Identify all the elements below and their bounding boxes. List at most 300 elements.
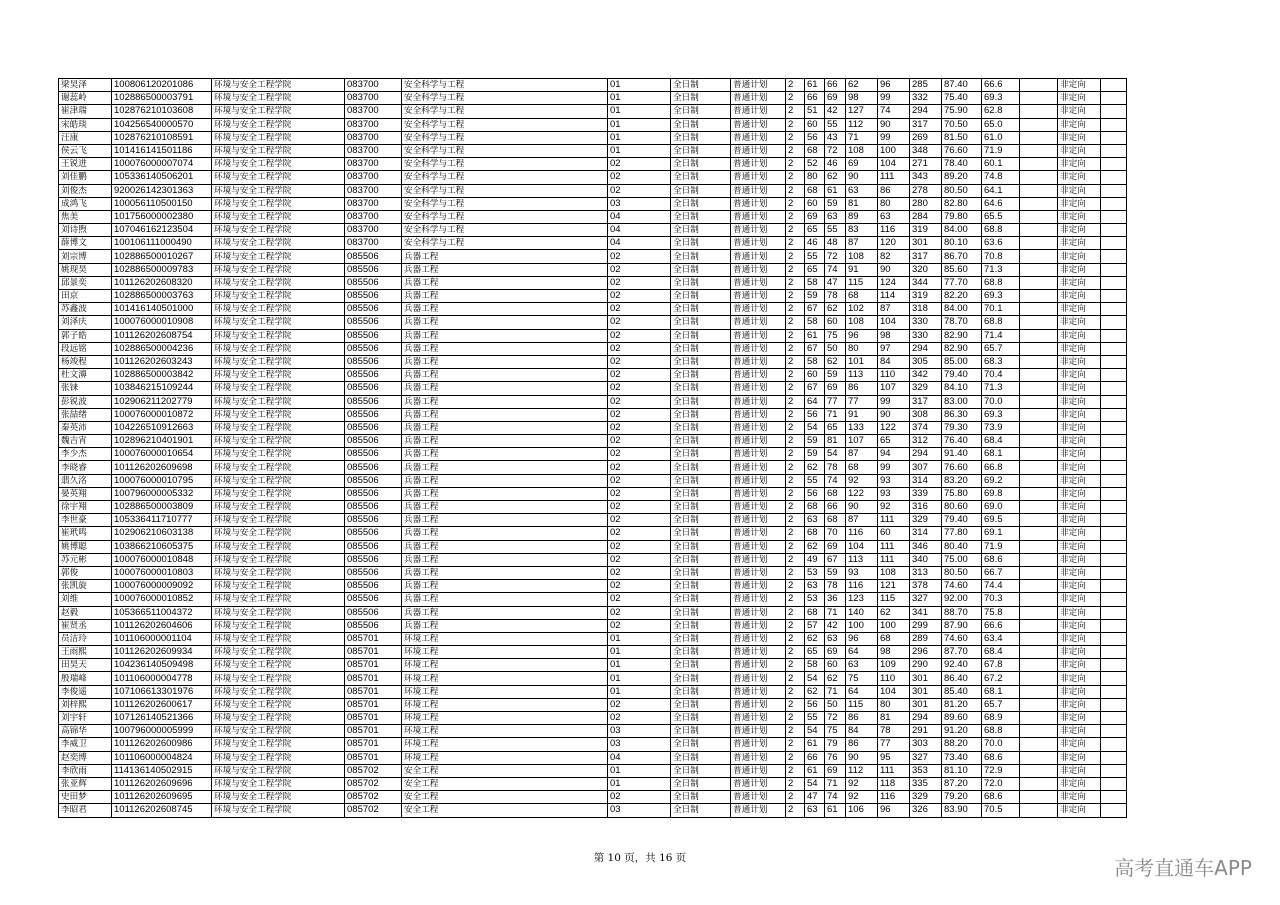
category-cell: 2 [786, 184, 805, 197]
retest-score-cell: 92.40 [942, 659, 982, 672]
table-row [59, 501, 1127, 514]
final-score-cell: 71.3 [982, 382, 1020, 395]
exam-id-cell: 101756000002380 [112, 210, 212, 223]
politics-score-cell: 63 [805, 514, 825, 527]
subject1-score-cell: 113 [846, 553, 878, 566]
language-score-cell: 72 [825, 144, 846, 157]
total-score-cell: 307 [910, 461, 942, 474]
direction-cell: 02 [608, 712, 671, 725]
college-cell: 环境与安全工程学院 [212, 421, 345, 434]
subject1-score-cell: 77 [846, 395, 878, 408]
retest-score-cell: 80.50 [942, 184, 982, 197]
name-cell: 张喆绪 [59, 408, 112, 421]
table-row [59, 712, 1127, 725]
subject2-score-cell: 104 [878, 316, 910, 329]
table-row [59, 580, 1127, 593]
exam-id-cell: 107046162123504 [112, 224, 212, 237]
category-cell: 2 [786, 501, 805, 514]
study-mode-cell: 全日制 [671, 527, 731, 540]
subject1-score-cell: 86 [846, 712, 878, 725]
plan-type-cell: 普通计划 [731, 777, 786, 790]
direction-cell: 02 [608, 566, 671, 579]
remark-cell [1020, 777, 1058, 790]
name-cell: 刘诗煦 [59, 224, 112, 237]
subject2-score-cell: 87 [878, 303, 910, 316]
final-score-cell: 71.3 [982, 263, 1020, 276]
remark-cell [1020, 382, 1058, 395]
major-code-cell: 083700 [345, 158, 402, 171]
plan-type-cell: 普通计划 [731, 619, 786, 632]
language-score-cell: 76 [825, 751, 846, 764]
language-score-cell: 81 [825, 435, 846, 448]
language-score-cell: 46 [825, 158, 846, 171]
name-cell: 史田梦 [59, 791, 112, 804]
college-cell: 环境与安全工程学院 [212, 329, 345, 342]
category-cell: 2 [786, 329, 805, 342]
name-cell: 刘宗博 [59, 250, 112, 263]
subject2-score-cell: 99 [878, 395, 910, 408]
orientation-cell: 非定向 [1058, 725, 1101, 738]
major-name-cell: 兵器工程 [402, 342, 608, 355]
college-cell: 环境与安全工程学院 [212, 435, 345, 448]
subject1-score-cell: 127 [846, 105, 878, 118]
language-score-cell: 78 [825, 461, 846, 474]
retest-score-cell: 86.70 [942, 250, 982, 263]
retest-score-cell: 84.10 [942, 382, 982, 395]
name-cell: 高锦华 [59, 725, 112, 738]
category-cell: 2 [786, 712, 805, 725]
blank-cell [1101, 421, 1127, 434]
table-row [59, 435, 1127, 448]
orientation-cell: 非定向 [1058, 566, 1101, 579]
blank-cell [1101, 395, 1127, 408]
exam-id-cell: 101126202609934 [112, 646, 212, 659]
orientation-cell: 非定向 [1058, 580, 1101, 593]
direction-cell: 01 [608, 632, 671, 645]
politics-score-cell: 51 [805, 105, 825, 118]
major-code-cell: 085506 [345, 606, 402, 619]
plan-type-cell: 普通计划 [731, 303, 786, 316]
remark-cell [1020, 791, 1058, 804]
politics-score-cell: 65 [805, 263, 825, 276]
language-score-cell: 78 [825, 290, 846, 303]
retest-score-cell: 78.40 [942, 158, 982, 171]
major-code-cell: 085506 [345, 316, 402, 329]
category-cell: 2 [786, 158, 805, 171]
final-score-cell: 65.5 [982, 210, 1020, 223]
politics-score-cell: 80 [805, 171, 825, 184]
direction-cell: 01 [608, 131, 671, 144]
total-score-cell: 317 [910, 118, 942, 131]
subject2-score-cell: 95 [878, 751, 910, 764]
category-cell: 2 [786, 751, 805, 764]
major-code-cell: 085701 [345, 725, 402, 738]
study-mode-cell: 全日制 [671, 619, 731, 632]
exam-id-cell: 101106000004824 [112, 751, 212, 764]
college-cell: 环境与安全工程学院 [212, 382, 345, 395]
direction-cell: 02 [608, 791, 671, 804]
direction-cell: 01 [608, 118, 671, 131]
direction-cell: 02 [608, 369, 671, 382]
politics-score-cell: 55 [805, 250, 825, 263]
politics-score-cell: 54 [805, 725, 825, 738]
blank-cell [1101, 171, 1127, 184]
retest-score-cell: 89.60 [942, 712, 982, 725]
table-row [59, 606, 1127, 619]
table-row [59, 764, 1127, 777]
orientation-cell: 非定向 [1058, 184, 1101, 197]
exam-id-cell: 102896210401901 [112, 435, 212, 448]
total-score-cell: 339 [910, 487, 942, 500]
exam-id-cell: 100076000010654 [112, 448, 212, 461]
orientation-cell: 非定向 [1058, 237, 1101, 250]
direction-cell: 01 [608, 777, 671, 790]
plan-type-cell: 普通计划 [731, 738, 786, 751]
major-name-cell: 安全科学与工程 [402, 224, 608, 237]
remark-cell [1020, 224, 1058, 237]
college-cell: 环境与安全工程学院 [212, 751, 345, 764]
total-score-cell: 318 [910, 303, 942, 316]
orientation-cell: 非定向 [1058, 487, 1101, 500]
direction-cell: 03 [608, 738, 671, 751]
language-score-cell: 75 [825, 725, 846, 738]
final-score-cell: 64.1 [982, 184, 1020, 197]
college-cell: 环境与安全工程学院 [212, 316, 345, 329]
orientation-cell: 非定向 [1058, 593, 1101, 606]
retest-score-cell: 75.00 [942, 553, 982, 566]
remark-cell [1020, 738, 1058, 751]
language-score-cell: 69 [825, 382, 846, 395]
subject2-score-cell: 99 [878, 92, 910, 105]
final-score-cell: 69.2 [982, 474, 1020, 487]
final-score-cell: 64.6 [982, 197, 1020, 210]
final-score-cell: 68.8 [982, 224, 1020, 237]
plan-type-cell: 普通计划 [731, 448, 786, 461]
subject2-score-cell: 99 [878, 461, 910, 474]
exam-id-cell: 102886500009783 [112, 263, 212, 276]
politics-score-cell: 68 [805, 606, 825, 619]
blank-cell [1101, 659, 1127, 672]
blank-cell [1101, 580, 1127, 593]
exam-id-cell: 102886500004236 [112, 342, 212, 355]
category-cell: 2 [786, 619, 805, 632]
final-score-cell: 68.6 [982, 791, 1020, 804]
college-cell: 环境与安全工程学院 [212, 79, 345, 92]
total-score-cell: 301 [910, 698, 942, 711]
subject1-score-cell: 98 [846, 92, 878, 105]
politics-score-cell: 60 [805, 369, 825, 382]
exam-id-cell: 101416140501000 [112, 303, 212, 316]
college-cell: 环境与安全工程学院 [212, 606, 345, 619]
language-score-cell: 69 [825, 764, 846, 777]
college-cell: 环境与安全工程学院 [212, 105, 345, 118]
final-score-cell: 60.1 [982, 158, 1020, 171]
subject2-score-cell: 80 [878, 698, 910, 711]
name-cell: 殷瑞峰 [59, 672, 112, 685]
blank-cell [1101, 527, 1127, 540]
college-cell: 环境与安全工程学院 [212, 303, 345, 316]
exam-id-cell: 102906211202779 [112, 395, 212, 408]
table-row [59, 632, 1127, 645]
major-code-cell: 085702 [345, 764, 402, 777]
politics-score-cell: 66 [805, 751, 825, 764]
orientation-cell: 非定向 [1058, 144, 1101, 157]
total-score-cell: 303 [910, 738, 942, 751]
exam-id-cell: 114136140502915 [112, 764, 212, 777]
total-score-cell: 294 [910, 448, 942, 461]
orientation-cell: 非定向 [1058, 659, 1101, 672]
politics-score-cell: 55 [805, 474, 825, 487]
major-code-cell: 083700 [345, 197, 402, 210]
final-score-cell: 70.5 [982, 804, 1020, 817]
table-row [59, 698, 1127, 711]
language-score-cell: 75 [825, 329, 846, 342]
subject1-score-cell: 116 [846, 527, 878, 540]
language-score-cell: 50 [825, 342, 846, 355]
subject1-score-cell: 68 [846, 290, 878, 303]
major-name-cell: 环境工程 [402, 646, 608, 659]
major-code-cell: 085506 [345, 527, 402, 540]
language-score-cell: 48 [825, 237, 846, 250]
table-row [59, 342, 1127, 355]
direction-cell: 02 [608, 540, 671, 553]
blank-cell [1101, 712, 1127, 725]
politics-score-cell: 60 [805, 118, 825, 131]
major-code-cell: 085702 [345, 777, 402, 790]
blank-cell [1101, 514, 1127, 527]
language-score-cell: 62 [825, 672, 846, 685]
subject1-score-cell: 116 [846, 580, 878, 593]
major-code-cell: 085506 [345, 566, 402, 579]
subject2-score-cell: 120 [878, 237, 910, 250]
major-code-cell: 083700 [345, 92, 402, 105]
study-mode-cell: 全日制 [671, 395, 731, 408]
total-score-cell: 319 [910, 290, 942, 303]
name-cell: 崔贤丞 [59, 619, 112, 632]
major-code-cell: 085506 [345, 553, 402, 566]
study-mode-cell: 全日制 [671, 738, 731, 751]
blank-cell [1101, 250, 1127, 263]
study-mode-cell: 全日制 [671, 448, 731, 461]
final-score-cell: 66.8 [982, 461, 1020, 474]
exam-id-cell: 101126202609696 [112, 777, 212, 790]
plan-type-cell: 普通计划 [731, 171, 786, 184]
subject1-score-cell: 91 [846, 263, 878, 276]
orientation-cell: 非定向 [1058, 118, 1101, 131]
politics-score-cell: 60 [805, 197, 825, 210]
language-score-cell: 60 [825, 659, 846, 672]
retest-score-cell: 82.90 [942, 329, 982, 342]
retest-score-cell: 76.40 [942, 435, 982, 448]
politics-score-cell: 47 [805, 791, 825, 804]
major-code-cell: 085506 [345, 514, 402, 527]
orientation-cell: 非定向 [1058, 290, 1101, 303]
total-score-cell: 319 [910, 224, 942, 237]
language-score-cell: 71 [825, 408, 846, 421]
subject1-score-cell: 63 [846, 659, 878, 672]
study-mode-cell: 全日制 [671, 369, 731, 382]
remark-cell [1020, 276, 1058, 289]
retest-score-cell: 74.60 [942, 632, 982, 645]
name-cell: 王雨熙 [59, 646, 112, 659]
plan-type-cell: 普通计划 [731, 566, 786, 579]
subject1-score-cell: 140 [846, 606, 878, 619]
study-mode-cell: 全日制 [671, 461, 731, 474]
category-cell: 2 [786, 435, 805, 448]
subject1-score-cell: 84 [846, 725, 878, 738]
major-name-cell: 兵器工程 [402, 527, 608, 540]
subject2-score-cell: 98 [878, 329, 910, 342]
subject1-score-cell: 63 [846, 184, 878, 197]
final-score-cell: 68.8 [982, 725, 1020, 738]
total-score-cell: 317 [910, 250, 942, 263]
total-score-cell: 294 [910, 105, 942, 118]
subject2-score-cell: 78 [878, 725, 910, 738]
table-row [59, 92, 1127, 105]
plan-type-cell: 普通计划 [731, 92, 786, 105]
table-row [59, 290, 1127, 303]
remark-cell [1020, 580, 1058, 593]
table-row [59, 105, 1127, 118]
direction-cell: 01 [608, 646, 671, 659]
table-row [59, 659, 1127, 672]
table-row [59, 158, 1127, 171]
category-cell: 2 [786, 316, 805, 329]
retest-score-cell: 78.70 [942, 316, 982, 329]
direction-cell: 02 [608, 158, 671, 171]
study-mode-cell: 全日制 [671, 791, 731, 804]
table-row [59, 263, 1127, 276]
language-score-cell: 66 [825, 501, 846, 514]
name-cell: 刘梓熙 [59, 698, 112, 711]
final-score-cell: 69.3 [982, 92, 1020, 105]
study-mode-cell: 全日制 [671, 184, 731, 197]
language-score-cell: 59 [825, 369, 846, 382]
blank-cell [1101, 237, 1127, 250]
exam-id-cell: 101126202600986 [112, 738, 212, 751]
blank-cell [1101, 672, 1127, 685]
major-name-cell: 安全科学与工程 [402, 171, 608, 184]
category-cell: 2 [786, 527, 805, 540]
exam-id-cell: 104256540000570 [112, 118, 212, 131]
subject2-score-cell: 96 [878, 79, 910, 92]
subject2-score-cell: 68 [878, 632, 910, 645]
remark-cell [1020, 329, 1058, 342]
category-cell: 2 [786, 474, 805, 487]
total-score-cell: 278 [910, 184, 942, 197]
subject2-score-cell: 124 [878, 276, 910, 289]
category-cell: 2 [786, 144, 805, 157]
college-cell: 环境与安全工程学院 [212, 553, 345, 566]
remark-cell [1020, 118, 1058, 131]
language-score-cell: 59 [825, 566, 846, 579]
retest-score-cell: 74.60 [942, 580, 982, 593]
plan-type-cell: 普通计划 [731, 461, 786, 474]
college-cell: 环境与安全工程学院 [212, 158, 345, 171]
language-score-cell: 77 [825, 395, 846, 408]
total-score-cell: 342 [910, 369, 942, 382]
language-score-cell: 55 [825, 118, 846, 131]
subject1-score-cell: 90 [846, 751, 878, 764]
final-score-cell: 65.7 [982, 342, 1020, 355]
study-mode-cell: 全日制 [671, 105, 731, 118]
orientation-cell: 非定向 [1058, 448, 1101, 461]
language-score-cell: 78 [825, 580, 846, 593]
major-code-cell: 085702 [345, 804, 402, 817]
orientation-cell: 非定向 [1058, 131, 1101, 144]
category-cell: 2 [786, 118, 805, 131]
direction-cell: 01 [608, 764, 671, 777]
major-code-cell: 083700 [345, 237, 402, 250]
politics-score-cell: 52 [805, 158, 825, 171]
category-cell: 2 [786, 566, 805, 579]
exam-id-cell: 102886500010267 [112, 250, 212, 263]
table-row [59, 382, 1127, 395]
table-row [59, 672, 1127, 685]
subject1-score-cell: 101 [846, 355, 878, 368]
politics-score-cell: 57 [805, 619, 825, 632]
table-row [59, 738, 1127, 751]
final-score-cell: 71.9 [982, 144, 1020, 157]
language-score-cell: 79 [825, 738, 846, 751]
exam-id-cell: 102876210103608 [112, 105, 212, 118]
politics-score-cell: 55 [805, 712, 825, 725]
study-mode-cell: 全日制 [671, 421, 731, 434]
major-code-cell: 083700 [345, 144, 402, 157]
total-score-cell: 332 [910, 92, 942, 105]
retest-score-cell: 84.00 [942, 303, 982, 316]
direction-cell: 02 [608, 263, 671, 276]
retest-score-cell: 83.90 [942, 804, 982, 817]
retest-score-cell: 91.20 [942, 725, 982, 738]
name-cell: 徐宇翔 [59, 501, 112, 514]
category-cell: 2 [786, 342, 805, 355]
remark-cell [1020, 593, 1058, 606]
retest-score-cell: 76.60 [942, 144, 982, 157]
study-mode-cell: 全日制 [671, 474, 731, 487]
remark-cell [1020, 751, 1058, 764]
blank-cell [1101, 474, 1127, 487]
study-mode-cell: 全日制 [671, 144, 731, 157]
remark-cell [1020, 355, 1058, 368]
exam-id-cell: 100076000010852 [112, 593, 212, 606]
direction-cell: 02 [608, 580, 671, 593]
total-score-cell: 289 [910, 632, 942, 645]
table-row [59, 395, 1127, 408]
total-score-cell: 314 [910, 474, 942, 487]
orientation-cell: 非定向 [1058, 685, 1101, 698]
subject1-score-cell: 123 [846, 593, 878, 606]
direction-cell: 03 [608, 804, 671, 817]
orientation-cell: 非定向 [1058, 210, 1101, 223]
exam-id-cell: 102886500003809 [112, 501, 212, 514]
exam-id-cell: 100106111000490 [112, 237, 212, 250]
major-code-cell: 085506 [345, 435, 402, 448]
college-cell: 环境与安全工程学院 [212, 514, 345, 527]
language-score-cell: 67 [825, 553, 846, 566]
study-mode-cell: 全日制 [671, 250, 731, 263]
subject2-score-cell: 116 [878, 224, 910, 237]
major-code-cell: 083700 [345, 210, 402, 223]
blank-cell [1101, 487, 1127, 500]
remark-cell [1020, 619, 1058, 632]
total-score-cell: 329 [910, 382, 942, 395]
subject1-score-cell: 91 [846, 408, 878, 421]
blank-cell [1101, 501, 1127, 514]
orientation-cell: 非定向 [1058, 540, 1101, 553]
politics-score-cell: 68 [805, 184, 825, 197]
study-mode-cell: 全日制 [671, 79, 731, 92]
